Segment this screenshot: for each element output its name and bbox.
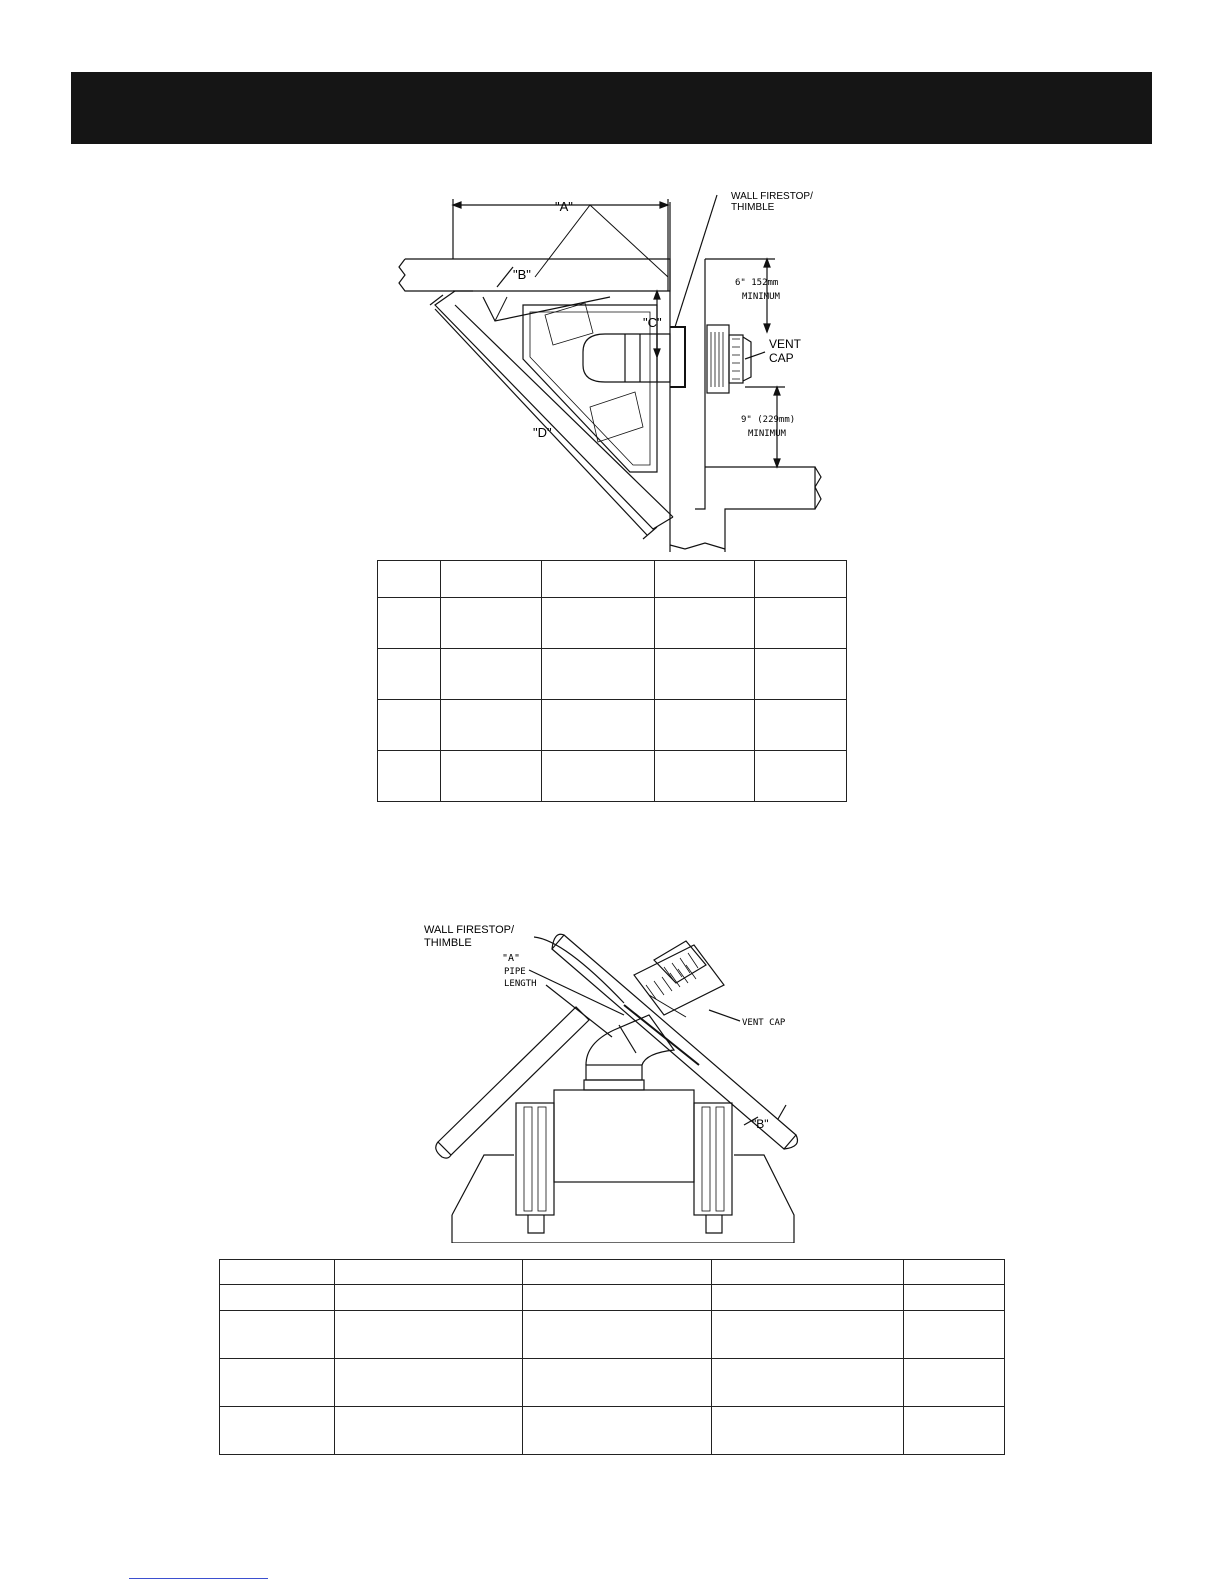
pipe-length-label-line2: LENGTH	[504, 979, 537, 989]
firestop-label-line1: WALL FIRESTOP/	[731, 191, 813, 202]
bottom-clearance-label-line1: 9" (229mm)	[741, 415, 796, 425]
table-row	[378, 649, 847, 700]
dim-c-label: "C"	[643, 315, 662, 330]
dim-b-label: "B"	[752, 1117, 769, 1131]
dim-a-label: "A"	[555, 199, 573, 214]
table-row	[378, 700, 847, 751]
pipe-length-label-line1: PIPE	[504, 967, 526, 977]
section-header-bar	[71, 72, 1152, 144]
table-row	[378, 561, 847, 598]
firestop-label-line2: THIMBLE	[731, 202, 775, 213]
table-row	[220, 1260, 1005, 1285]
table-row	[220, 1285, 1005, 1311]
firestop-label-line1: WALL FIRESTOP/	[424, 925, 515, 936]
table-row	[220, 1359, 1005, 1407]
table-row	[378, 598, 847, 649]
dim-b-label: "B"	[513, 267, 531, 282]
table-row	[220, 1311, 1005, 1359]
roof-vent-diagram	[424, 925, 804, 1243]
dim-d-label: "D"	[533, 425, 552, 440]
top-clearance-label-line1: 6" 152mm	[735, 278, 779, 288]
vent-cap-label: VENT CAP	[742, 1018, 786, 1028]
top-clearance-label-line2: MINIMUM	[742, 292, 780, 302]
vent-cap-label-line1: VENT	[769, 337, 802, 351]
vent-cap-label-line2: CAP	[769, 351, 794, 365]
corner-vent-diagram	[395, 187, 825, 552]
table-row	[220, 1407, 1005, 1455]
firestop-label-line2: THIMBLE	[424, 937, 472, 949]
footer-link-underline[interactable]	[129, 1578, 268, 1579]
table-row	[378, 751, 847, 802]
roof-dimension-table	[219, 1259, 1005, 1455]
corner-dimension-table	[377, 560, 847, 802]
bottom-clearance-label-line2: MINIMUM	[748, 429, 786, 439]
pipe-length-label-a: "A"	[502, 953, 521, 964]
